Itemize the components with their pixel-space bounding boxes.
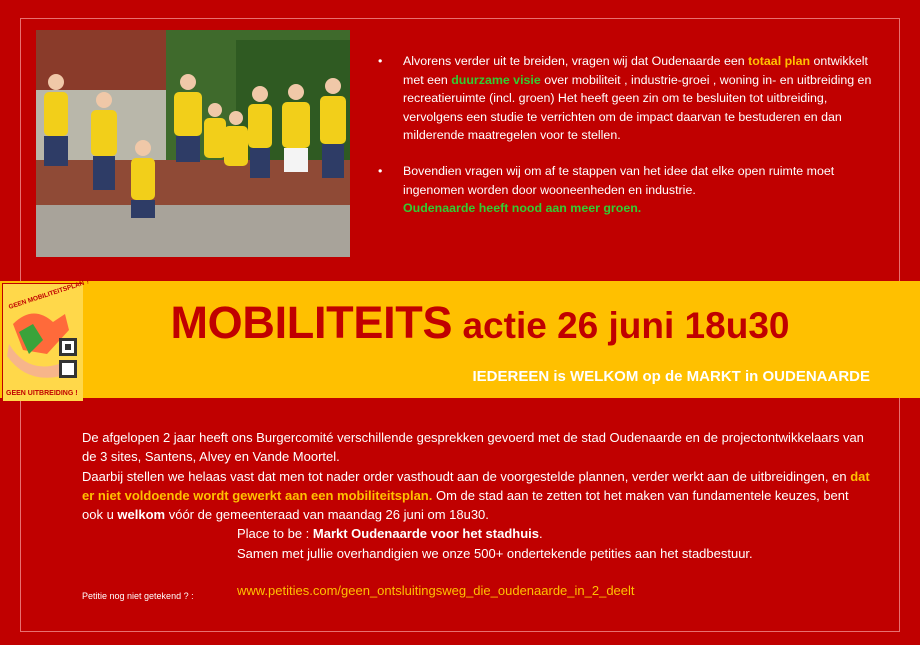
highlight-welkom: welkom (117, 507, 166, 523)
campaign-poster (2, 278, 91, 400)
paragraph-call: Daarbij stellen we helaas vast dat men tot nader order vasthoudt aan de voorgestelde plannen, verder werkt aan de uitbreidingen, en dat er niet voldoende wordt gewerkt aan een mobiliteitsplan. Om de stad aan te zetten tot het maken van fundamentele keuzes, bent ook u welkom vóór de gemeenteraad van maandag 26 juni om 18u30. (82, 468, 870, 523)
bullet-icon: • (378, 163, 383, 178)
poster-top-text: GEEN MOBILITEITSPLAN ? (7, 278, 91, 311)
petition-label: Petitie nog niet getekend ? : (82, 591, 194, 601)
paragraph-petitions: Samen met jullie overhandigien we onze 500+ ondertekende petities aan het stadbestuur. (237, 545, 753, 561)
banner-title: MOBILITEITS actie 26 juni 18u30 (170, 297, 790, 348)
group-photo (36, 30, 350, 257)
banner-subtitle: IEDEREEN is WELKOM op de MARKT in OUDENAARDE (472, 368, 870, 385)
bullet-icon: • (378, 54, 383, 68)
poster-bottom-text: GEEN UITBREIDING ! (6, 390, 78, 397)
event-banner (0, 281, 920, 398)
place-to-be: Place to be : Markt Oudenaarde voor het stadhuis. (237, 526, 543, 542)
list-item: • Bovendien vragen wij om af te stappen van het idee dat elke open ruimte moet ingenomen worden door wooneenheden en industrie. Oudenaarde heeft nood aan meer groen. (378, 162, 883, 218)
highlight-duurzame-visie: duurzame visie (451, 72, 541, 87)
body-text (82, 428, 872, 563)
highlight-mobiliteitsplan: dat er niet voldoende wordt gewerkt aan een mobiliteitsplan. (82, 468, 870, 503)
demands-list (378, 52, 883, 235)
highlight-totaal-plan: totaal plan (748, 54, 811, 68)
highlight-groen: Oudenaarde heeft nood aan meer groen. (403, 201, 642, 216)
paragraph-intro: De afgelopen 2 jaar heeft ons Burgercomité verschillende gesprekken gevoerd met de stad Oudenaarde en de projectontwikkelaars van de 3 sites, Santens, Alvey en Vande Moortel. (82, 430, 864, 465)
list-item: • Alvorens verder uit te breiden, vragen wij dat Oudenaarde een totaal plan ontwikkelt met een duurzame visie over mobiliteit , industrie-groei , woning in- en uitbreiding en recreatieruimte (incl. groen) Het heeft geen zin om te besluiten tot uitbreiding, vervolgens een studie te verrichten om de impact daarvan te bestuderen en dan milderende maatregelen voor te stellen. (378, 52, 883, 145)
place-value: Markt Oudenaarde voor het stadhuis (312, 526, 539, 542)
petition-link[interactable]: www.petities.com/geen_ontsluitingsweg_die_oudenaarde_in_2_deelt (237, 583, 635, 598)
